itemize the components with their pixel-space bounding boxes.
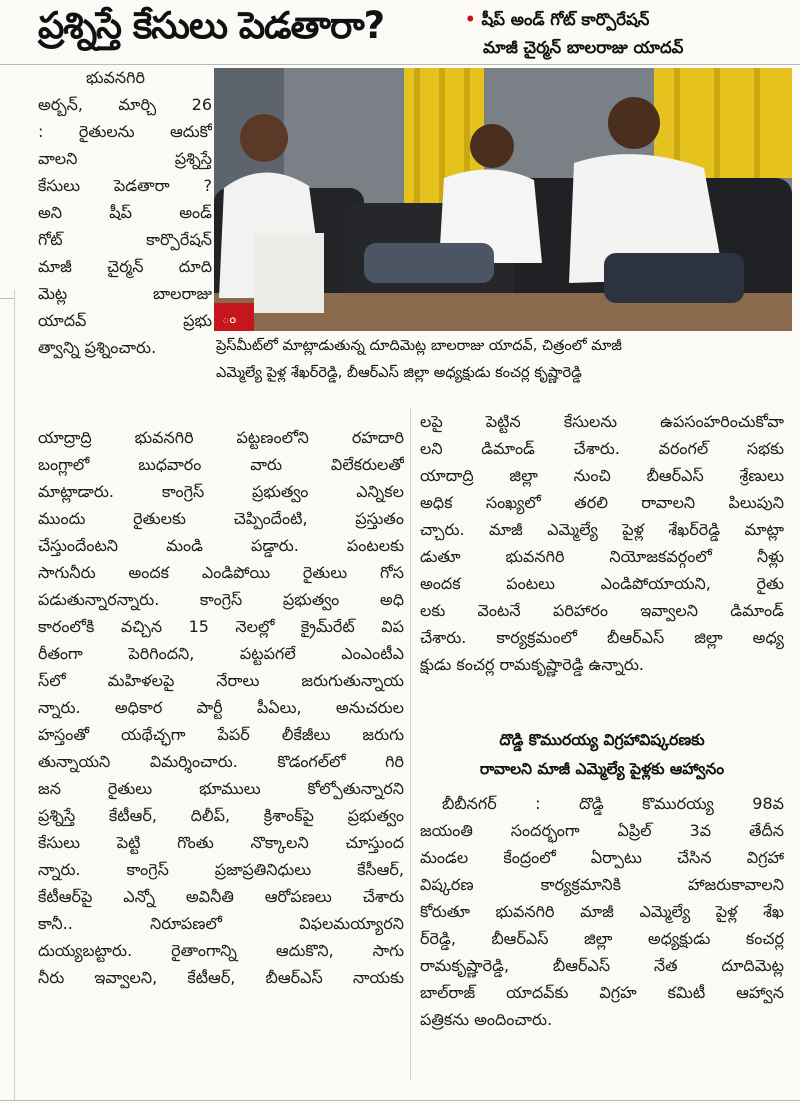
photo-illustration bbox=[214, 68, 792, 331]
article-line: క్షుడు కంచర్ల రామకృష్ణారెడ్డి ఉన్నారు. bbox=[420, 655, 644, 674]
article-line: మాట్లాడారు. కాంగ్రెస్ ప్రభుత్వం ఎన్నికల bbox=[38, 482, 404, 501]
article-line: కేటీఆర్‌పై ఎన్నో అవినీతి ఆరోపణలు చేశారు bbox=[38, 887, 404, 906]
article-line: ర్‌రెడ్డి, బీఆర్‌ఎస్ జిల్లా అధ్యక్షుడు కంచర్ల bbox=[420, 929, 784, 948]
article-line: యాద్రాద్రి భువనగిరి పట్టణంలోని రహదారి bbox=[38, 428, 404, 447]
subhead-line2: రావాలని మాజీ ఎమ్మెల్యే పైళ్లకు ఆహ్వానం bbox=[479, 760, 725, 778]
article-line: కోరుతూ భువనగిరి మాజీ ఎమ్మెల్యే పైళ్ల శేఖ bbox=[420, 902, 784, 921]
article-line: బంగ్లాలో బుధవారం వారు విలేకరులతో bbox=[38, 455, 404, 474]
subheadline-line2: మాజీ చైర్మన్ బాలరాజు యాదవ్ bbox=[483, 38, 684, 57]
article-line: రామకృష్ణారెడ్డి, బీఆర్‌ఎస్ నేత దూదిమెట్ల bbox=[420, 956, 784, 975]
article-line: నీరు ఇవ్వాలని, కేటీఆర్, బీఆర్‌ఎస్ నాయకు bbox=[38, 968, 404, 987]
article-line: బీబీనగర్ : దొడ్డి కొమురయ్య 98వ bbox=[442, 794, 784, 813]
mic-label: ం bbox=[222, 312, 237, 327]
article-line: అందక పంటలు ఎండిపోయాయని, రైతు bbox=[420, 574, 784, 593]
article-line: పడుతున్నారన్నారు. కాంగ్రెస్ ప్రభుత్వం అధి bbox=[38, 590, 404, 609]
article-line: : రైతులను ఆదుకో bbox=[38, 122, 212, 141]
article-line: విష్కరణ కార్యక్రమానికి హాజరుకావాలని bbox=[420, 875, 784, 894]
sub-article-heading bbox=[420, 726, 784, 784]
headline: ప్రశ్నిస్తే కేసులు పెడతారా? bbox=[38, 4, 385, 47]
article-line: అని షీప్ అండ్ bbox=[38, 203, 212, 222]
column-narrow bbox=[38, 64, 212, 361]
article-line: న్నారు. కాంగ్రెస్ ప్రజాప్రతినిధులు కేసీఆర్, bbox=[38, 860, 404, 879]
article-line: ప్రశ్నిస్తే కేటీఆర్, దిలీప్, క్రిశాంక్‌పై ప్రభుత్వం bbox=[38, 806, 404, 825]
column-right bbox=[420, 408, 784, 678]
article-line: కేసులు పెడతారా ? bbox=[38, 176, 212, 195]
article-line: భువనగిరి bbox=[86, 68, 145, 87]
article-line: జయంతి సందర్భంగా ఏప్రిల్ 3వ తేదీన bbox=[420, 821, 784, 840]
article-line: దుయ్యబట్టారు. రైతాంగాన్ని ఆదుకొని, సాగు bbox=[38, 941, 404, 960]
article-line: మెట్ల బాలరాజు bbox=[38, 284, 212, 303]
article-line: గోట్ కార్పొరేషన్ bbox=[38, 230, 212, 249]
article-line: మాజీ చైర్మన్ దూది bbox=[38, 257, 212, 276]
article-line: రీతంగా పెరిగిందని, పట్టపగలే ఎంఎంటీఎ bbox=[38, 644, 404, 663]
article-line: యాదాద్రి జిల్లా నుంచి బీఆర్‌ఎస్ శ్రేణులు bbox=[420, 466, 784, 485]
subhead-line1: దొడ్డి కొమురయ్య విగ్రహావిష్కరణకు bbox=[499, 731, 705, 749]
article-line: డుతూ భువనగిరి నియోజకవర్గంలో నీళ్లు bbox=[420, 547, 784, 566]
article-line: వాలని ప్రశ్నిస్తే bbox=[38, 149, 212, 168]
article-line: ముందు రైతులకు చెప్పిందేంటి, ప్రస్తుతం bbox=[38, 509, 404, 528]
column-divider bbox=[410, 408, 411, 1080]
article-line: న్నారు. అధికార పార్టీ పీఏలు, అనుచరుల bbox=[38, 698, 404, 717]
bottom-rule bbox=[0, 1100, 800, 1101]
article-line: త్వాన్ని ప్రశ్నించారు. bbox=[38, 338, 157, 357]
article-line: లపై పెట్టిన కేసులను ఉపసంహరించుకోవా bbox=[420, 412, 784, 431]
article-line: చ్చారు. మాజీ ఎమ్మెల్యే పైళ్ల శేఖర్‌రెడ్డి మాట్లా bbox=[420, 520, 784, 539]
article-line: మండల కేంద్రంలో ఏర్పాటు చేసిన విగ్రహా bbox=[420, 848, 784, 867]
caption-line1: ప్రెస్‌మీట్‌లో మాట్లాడుతున్న దూదిమెట్ల బాలరాజు యాదవ్, చిత్రంలో మాజీ bbox=[216, 338, 622, 354]
press-meet-photo bbox=[214, 68, 792, 331]
edge-tick bbox=[0, 298, 14, 299]
article-line: అర్బన్, మార్చి 26 bbox=[38, 95, 212, 114]
article-line: అధిక సంఖ్యలో తరలి రావాలని పిలుపుని bbox=[420, 493, 784, 512]
article-line: కారంలోకి వచ్చిన 15 నెలల్లో క్రైమ్‌రేట్ విప bbox=[38, 617, 404, 636]
subheadline-line1: షీప్ అండ్ గోట్ కార్పొరేషన్ bbox=[481, 10, 650, 29]
photo-caption bbox=[216, 333, 792, 387]
article-line: సాగునీరు అందక ఎండిపోయి రైతులు గోస bbox=[38, 563, 404, 582]
edge-rule bbox=[14, 290, 15, 1100]
article-line: స్‌లో మహిళలపై నేరాలు జరుగుతున్నాయ bbox=[38, 671, 404, 690]
article-line: హస్తంతో యథేచ్ఛగా పేపర్ లీకేజీలు జరుగు bbox=[38, 725, 404, 744]
article-line: లకు వెంటనే పరిహారం ఇవ్వాలని డిమాండ్ bbox=[420, 601, 784, 620]
bullet-icon: • bbox=[465, 10, 476, 29]
caption-line2: ఎమ్మెల్యే పైళ్ల శేఖర్‌రెడ్డి, బీఆర్‌ఎస్ జిల్లా అధ్యక్షుడు కంచర్ల కృష్ణారెడ్డి bbox=[216, 365, 582, 381]
column-right-sub-article bbox=[420, 790, 784, 1033]
article-line: పత్రికను అందించారు. bbox=[420, 1010, 553, 1029]
article-line: లని డిమాండ్ చేశారు. వరంగల్ సభకు bbox=[420, 439, 784, 458]
article-line: కేసులు పెట్టి గొంతు నొక్కాలని చూస్తుంద bbox=[38, 833, 404, 852]
subheadline bbox=[465, 6, 683, 62]
article-line: చేశారు. కార్యక్రమంలో బీఆర్‌ఎస్ జిల్లా అధ్య bbox=[420, 628, 784, 647]
article-line: జన రైతులు భూములు కోల్పోతున్నారని bbox=[38, 779, 404, 798]
article-line: యాదవ్ ప్రభు bbox=[38, 311, 212, 330]
article-line: చేస్తుందేంటని మండి పడ్డారు. పంటలకు bbox=[38, 536, 404, 555]
article-line: కానీ.. నిరూపణలో విఫలమయ్యారని bbox=[38, 914, 404, 933]
column-left bbox=[38, 424, 404, 991]
article-line: బాల్‌రాజ్ యాదవ్‌కు విగ్రహ కమిటీ ఆహ్వాన bbox=[420, 983, 784, 1002]
article-line: తున్నాయని విమర్శించారు. కొడంగల్‌లో గిరి bbox=[38, 752, 404, 771]
